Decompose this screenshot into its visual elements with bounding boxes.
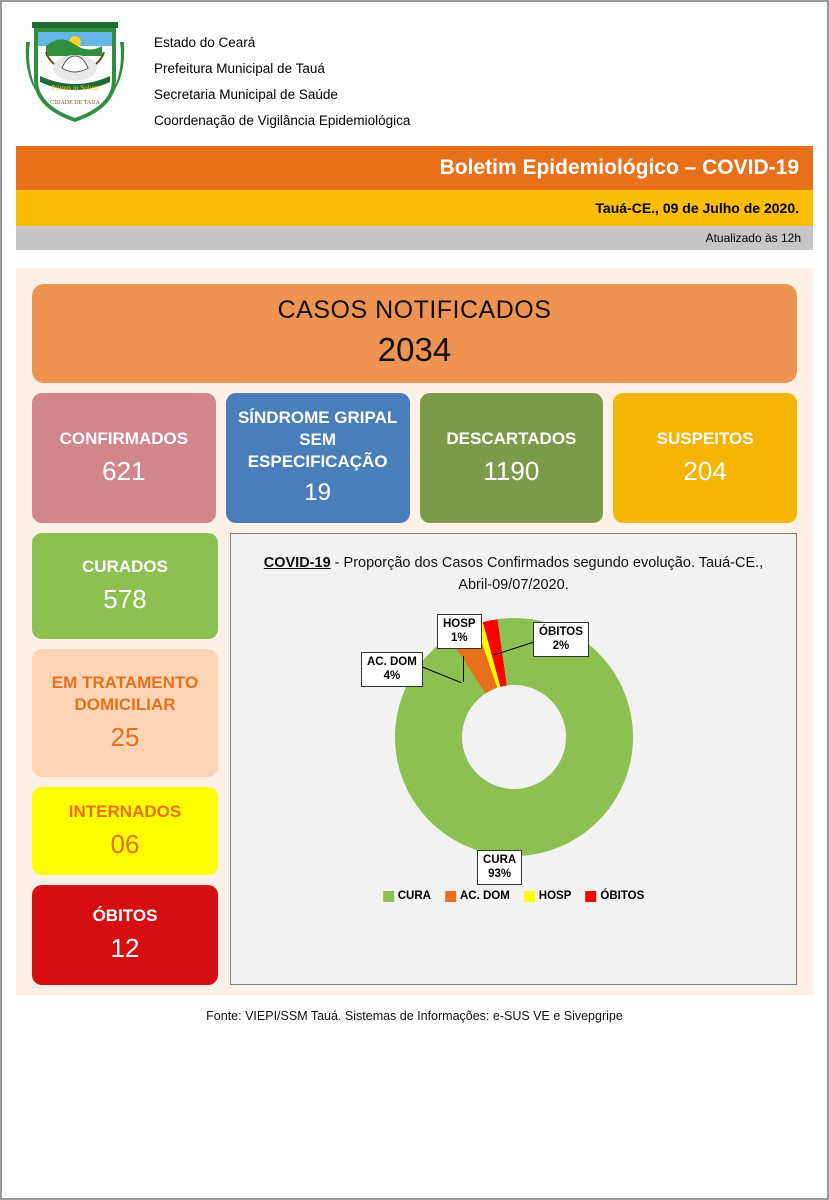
legend-swatch-acdom (445, 891, 456, 902)
callout-acdom (361, 652, 423, 687)
card-obitos (32, 885, 218, 985)
legend-label-hosp: HOSP (538, 890, 572, 902)
bulletin-title: Boletim Epidemiológico – COVID-19 (439, 156, 799, 179)
card-obitos-value: 12 (110, 932, 140, 963)
card-curados-value: 578 (103, 583, 147, 614)
card-confirmados (32, 393, 216, 523)
legend-item-obitos (585, 890, 644, 902)
legend-swatch-obitos (585, 891, 596, 902)
legend-swatch-cura (383, 891, 394, 902)
chart-title-prefix: COVID-19 (263, 555, 331, 571)
lower-section (32, 533, 797, 985)
legend-swatch-hosp (524, 891, 535, 902)
top-cards-row (32, 393, 797, 523)
coat-of-arms-icon (20, 16, 130, 124)
callout-cura-pct: 93% (488, 867, 512, 880)
donut-hole (462, 685, 566, 789)
svg-text:CIDADE DE TAUÁ: CIDADE DE TAUÁ (50, 100, 100, 106)
card-sindrome-gripal-value: 19 (304, 479, 331, 506)
bulletin-updated-bar (16, 226, 813, 250)
legend-label-obitos: ÓBITOS (600, 890, 645, 902)
callout-hosp (437, 614, 482, 649)
callout-obitos (533, 622, 589, 657)
card-sindrome-gripal-label: SÍNDROME GRIPAL SEM ESPECIFICAÇÃO (237, 408, 398, 471)
card-curados-label: CURADOS (82, 556, 168, 576)
callout-hosp-pct: 1% (450, 631, 468, 644)
card-descartados-label: DESCARTADOS (446, 428, 577, 448)
header-text-block (154, 16, 410, 134)
legend-label-acdom: AC. DOM (459, 890, 510, 902)
card-descartados-value: 1190 (483, 455, 540, 486)
legend-label-cura: CURA (397, 890, 431, 902)
card-confirmados-label: CONFIRMADOS (59, 428, 189, 448)
donut-chart-panel (230, 533, 797, 985)
card-suspeitos (613, 393, 797, 523)
bulletin-updated: Atualizado às 12h (705, 231, 801, 245)
card-tratamento-domiciliar-label: EM TRATAMENTO DOMICILIAR (51, 672, 199, 714)
header-line-2: Prefeitura Municipal de Tauá (154, 61, 325, 76)
header-line-1: Estado do Ceará (154, 35, 256, 50)
header-line-4: Coordenação de Vigilância Epidemiológica (154, 113, 411, 128)
bulletin-date: Tauá-CE., 09 de Julho de 2020. (595, 200, 799, 216)
svg-text:Primus in Solum: Primus in Solum (51, 84, 99, 92)
bulletin-title-bar (16, 146, 813, 190)
callout-obitos-pct: 2% (552, 639, 570, 652)
card-confirmados-value: 621 (102, 455, 146, 486)
notified-cases-label: CASOS NOTIFICADOS (277, 296, 552, 324)
left-cards-column (32, 533, 218, 985)
donut-ring (395, 618, 633, 856)
callout-obitos-label: ÓBITOS (539, 626, 583, 638)
donut-chart (241, 600, 786, 910)
stats-panel (16, 268, 813, 995)
callout-cura-label: CURA (483, 854, 517, 866)
notified-cases-card (32, 284, 797, 383)
callout-acdom-label: AC. DOM (367, 656, 417, 668)
leader-line-hosp (463, 656, 464, 682)
bulletin-date-bar (16, 190, 813, 226)
notified-cases-value: 2034 (377, 331, 452, 368)
card-internados-value: 06 (110, 828, 140, 859)
title-bars (16, 146, 813, 250)
card-suspeitos-label: SUSPEITOS (656, 428, 754, 448)
card-internados-label: INTERNADOS (68, 801, 182, 821)
legend-item-cura (383, 890, 431, 902)
card-descartados (420, 393, 604, 523)
callout-cura (477, 850, 522, 885)
callout-hosp-label: HOSP (443, 618, 476, 630)
card-tratamento-domiciliar (32, 649, 218, 777)
source-note: Fonte: VIEPI/SSM Tauá. Sistemas de Informações: e-SUS VE e Sivepgripe (206, 1009, 623, 1023)
legend-item-hosp (524, 890, 572, 902)
chart-title-rest: - Proporção dos Casos Confirmados segundo evolução. Tauá-CE., Abril-09/07/2020. (330, 555, 764, 593)
card-tratamento-domiciliar-value: 25 (110, 721, 140, 752)
card-obitos-label: ÓBITOS (92, 905, 158, 925)
card-internados (32, 787, 218, 875)
header-line-3: Secretaria Municipal de Saúde (154, 87, 338, 102)
card-sindrome-gripal (226, 393, 410, 523)
card-curados (32, 533, 218, 639)
callout-acdom-pct: 4% (383, 669, 401, 682)
document-header (2, 2, 827, 142)
chart-title (241, 544, 786, 596)
chart-legend (383, 890, 645, 902)
card-suspeitos-value: 204 (683, 455, 727, 486)
legend-item-acdom (445, 890, 510, 902)
